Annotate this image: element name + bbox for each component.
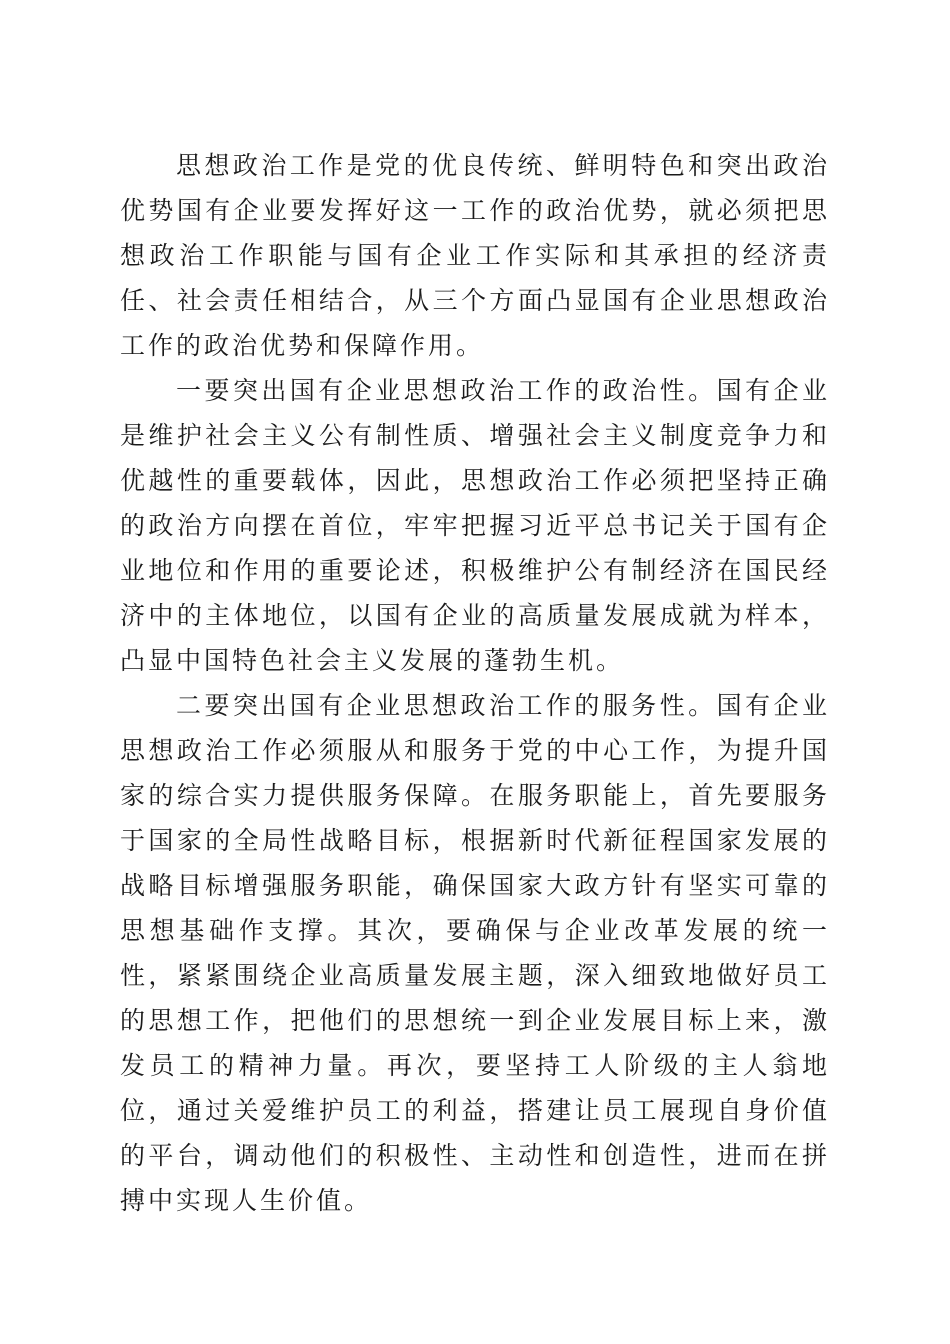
paragraph-service: 二要突出国有企业思想政治工作的服务性。国有企业思想政治工作必须服从和服务于党的中心工作，为提升国家的综合实力提供服务保障。在服务职能上，首先要服务于国家的全局性战略目标，根据新时代新征程国家发展的战略目标增强服务职能，确保国家大政方针有坚实可靠的思想基础作支撑。其次，要确保与企业改革发展的统一性，紧紧围绕企业高质量发展主题，深入细致地做好员工的思想工作，把他们的思想统一到企业发展目标上来，激发员工的精神力量。再次，要坚持工人阶级的主人翁地位，通过关爱维护员工的利益，搭建让员工展现自身价值的平台，调动他们的积极性、主动性和创造性，进而在拼搏中实现人生价值。 [120,691,830,1215]
paragraph-intro: 思想政治工作是党的优良传统、鲜明特色和突出政治优势国有企业要发挥好这一工作的政治优势，就必须把思想政治工作职能与国有企业工作实际和其承担的经济责任、社会责任相结合，从三个方面凸显国有企业思想政治工作的政治优势和保障作用。 [120,151,830,360]
document-body [120,143,830,1223]
paragraph-political: 一要突出国有企业思想政治工作的政治性。国有企业是维护社会主义公有制性质、增强社会主义制度竞争力和优越性的重要载体，因此，思想政治工作必须把坚持正确的政治方向摆在首位，牢牢把握习近平总书记关于国有企业地位和作用的重要论述，积极维护公有制经济在国民经济中的主体地位，以国有企业的高质量发展成就为样本，凸显中国特色社会主义发展的蓬勃生机。 [120,376,830,675]
